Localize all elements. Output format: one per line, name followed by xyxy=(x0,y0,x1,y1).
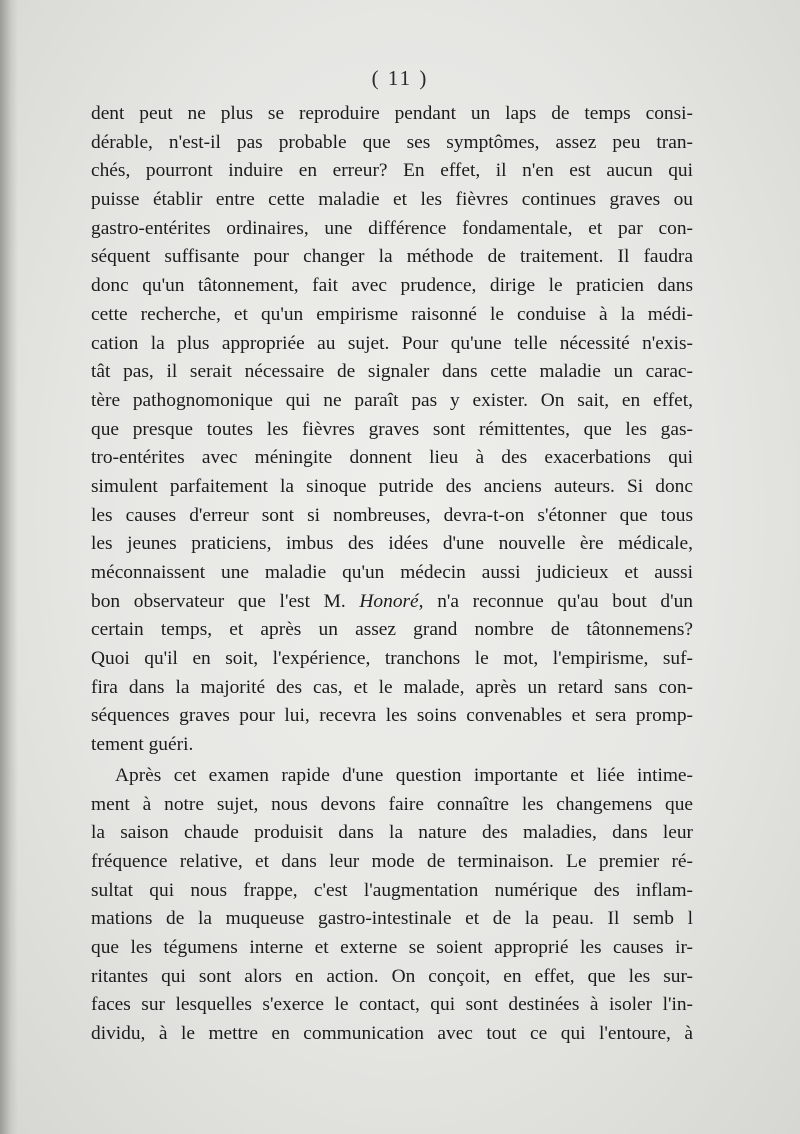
paragraph-2 xyxy=(91,762,693,1049)
text-line: fréquence relative, et dans leur mode de terminaison. Le premier ré- xyxy=(91,850,693,872)
text-line: Après cet examen rapide d'une question importante et liée intime- xyxy=(115,764,693,786)
text-line: fira dans la majorité des cas, et le malade, après un retard sans con- xyxy=(91,676,693,698)
text-line: mations de la muqueuse gastro-intestinale et de la peau. Il semb l xyxy=(91,908,693,930)
text-line: donc qu'un tâtonnement, fait avec prudence, dirige le praticien dans xyxy=(91,275,693,297)
page-edge-shadow xyxy=(0,0,18,1134)
text-line: séquences graves pour lui, recevra les soins convenables et sera promp- xyxy=(91,705,693,727)
text-line: sultat qui nous frappe, c'est l'augmentation numérique des inflam- xyxy=(91,879,693,901)
text-line: chés, pourront induire en erreur? En effet, il n'en est aucun qui xyxy=(91,160,693,182)
text-line: tât pas, il serait nécessaire de signaler dans cette maladie un carac- xyxy=(91,361,693,383)
text-line: dent peut ne plus se reproduire pendant un laps de temps consi- xyxy=(91,103,693,124)
text-line: ritantes qui sont alors en action. On conçoit, en effet, que les sur- xyxy=(91,965,693,987)
text-line: simulent parfaitement la sinoque putride des anciens auteurs. Si donc xyxy=(91,475,693,497)
page-number: ( 11 ) xyxy=(371,66,429,90)
text-line: les jeunes praticiens, imbus des idées d'une nouvelle ère médicale, xyxy=(91,533,693,555)
text-line: la saison chaude produisit dans la nature des maladies, dans leur xyxy=(91,822,693,844)
text-line: bon observateur que l'est M. Honoré, n'a reconnue qu'au bout d'un xyxy=(91,590,693,612)
text-line: cation la plus appropriée au sujet. Pour qu'une telle nécessité n'exis- xyxy=(91,332,693,354)
text-line: tère pathognomonique qui ne paraît pas y exister. On sait, en effet, xyxy=(91,389,693,411)
text-line: cette recherche, et qu'un empirisme raisonné le conduise à la médi- xyxy=(91,303,693,325)
paragraph-1 xyxy=(91,100,693,760)
text-line: tro-entérites avec méningite donnent lieu à des exacerbations qui xyxy=(91,447,693,469)
text-line: certain temps, et après un assez grand nombre de tâtonnemens? xyxy=(91,619,693,641)
text-line: ment à notre sujet, nous devons faire connaître les changemens que xyxy=(91,793,693,815)
text-line: méconnaissent une maladie qu'un médecin aussi judicieux et aussi xyxy=(91,562,693,583)
text-line: Quoi qu'il en soit, l'expérience, tranchons le mot, l'empirisme, suf- xyxy=(91,648,693,670)
body-text xyxy=(91,100,693,1049)
text-line: dividu, à le mettre en communication avec tout ce qui l'entoure, à xyxy=(91,1023,693,1044)
text-line: que presque toutes les fièvres graves sont rémittentes, que les gas- xyxy=(91,418,693,440)
text-line: les causes d'erreur sont si nombreuses, devra-t-on s'étonner que tous xyxy=(91,504,693,526)
text-line: que les tégumens interne et externe se soient approprié les causes ir- xyxy=(91,936,693,958)
text-line: puisse établir entre cette maladie et les fièvres continues graves ou xyxy=(91,189,693,211)
text-line: tement guéri. xyxy=(91,734,194,756)
text-line: faces sur lesquelles s'exerce le contact, qui sont destinées à isoler l'in- xyxy=(91,994,693,1016)
text-line: dérable, n'est-il pas probable que ses symptômes, assez peu tran- xyxy=(91,131,693,153)
text-line: gastro-entérites ordinaires, une différence fondamentale, et par con- xyxy=(91,217,693,239)
text-line: séquent suffisante pour changer la méthode de traitement. Il faudra xyxy=(91,246,693,268)
